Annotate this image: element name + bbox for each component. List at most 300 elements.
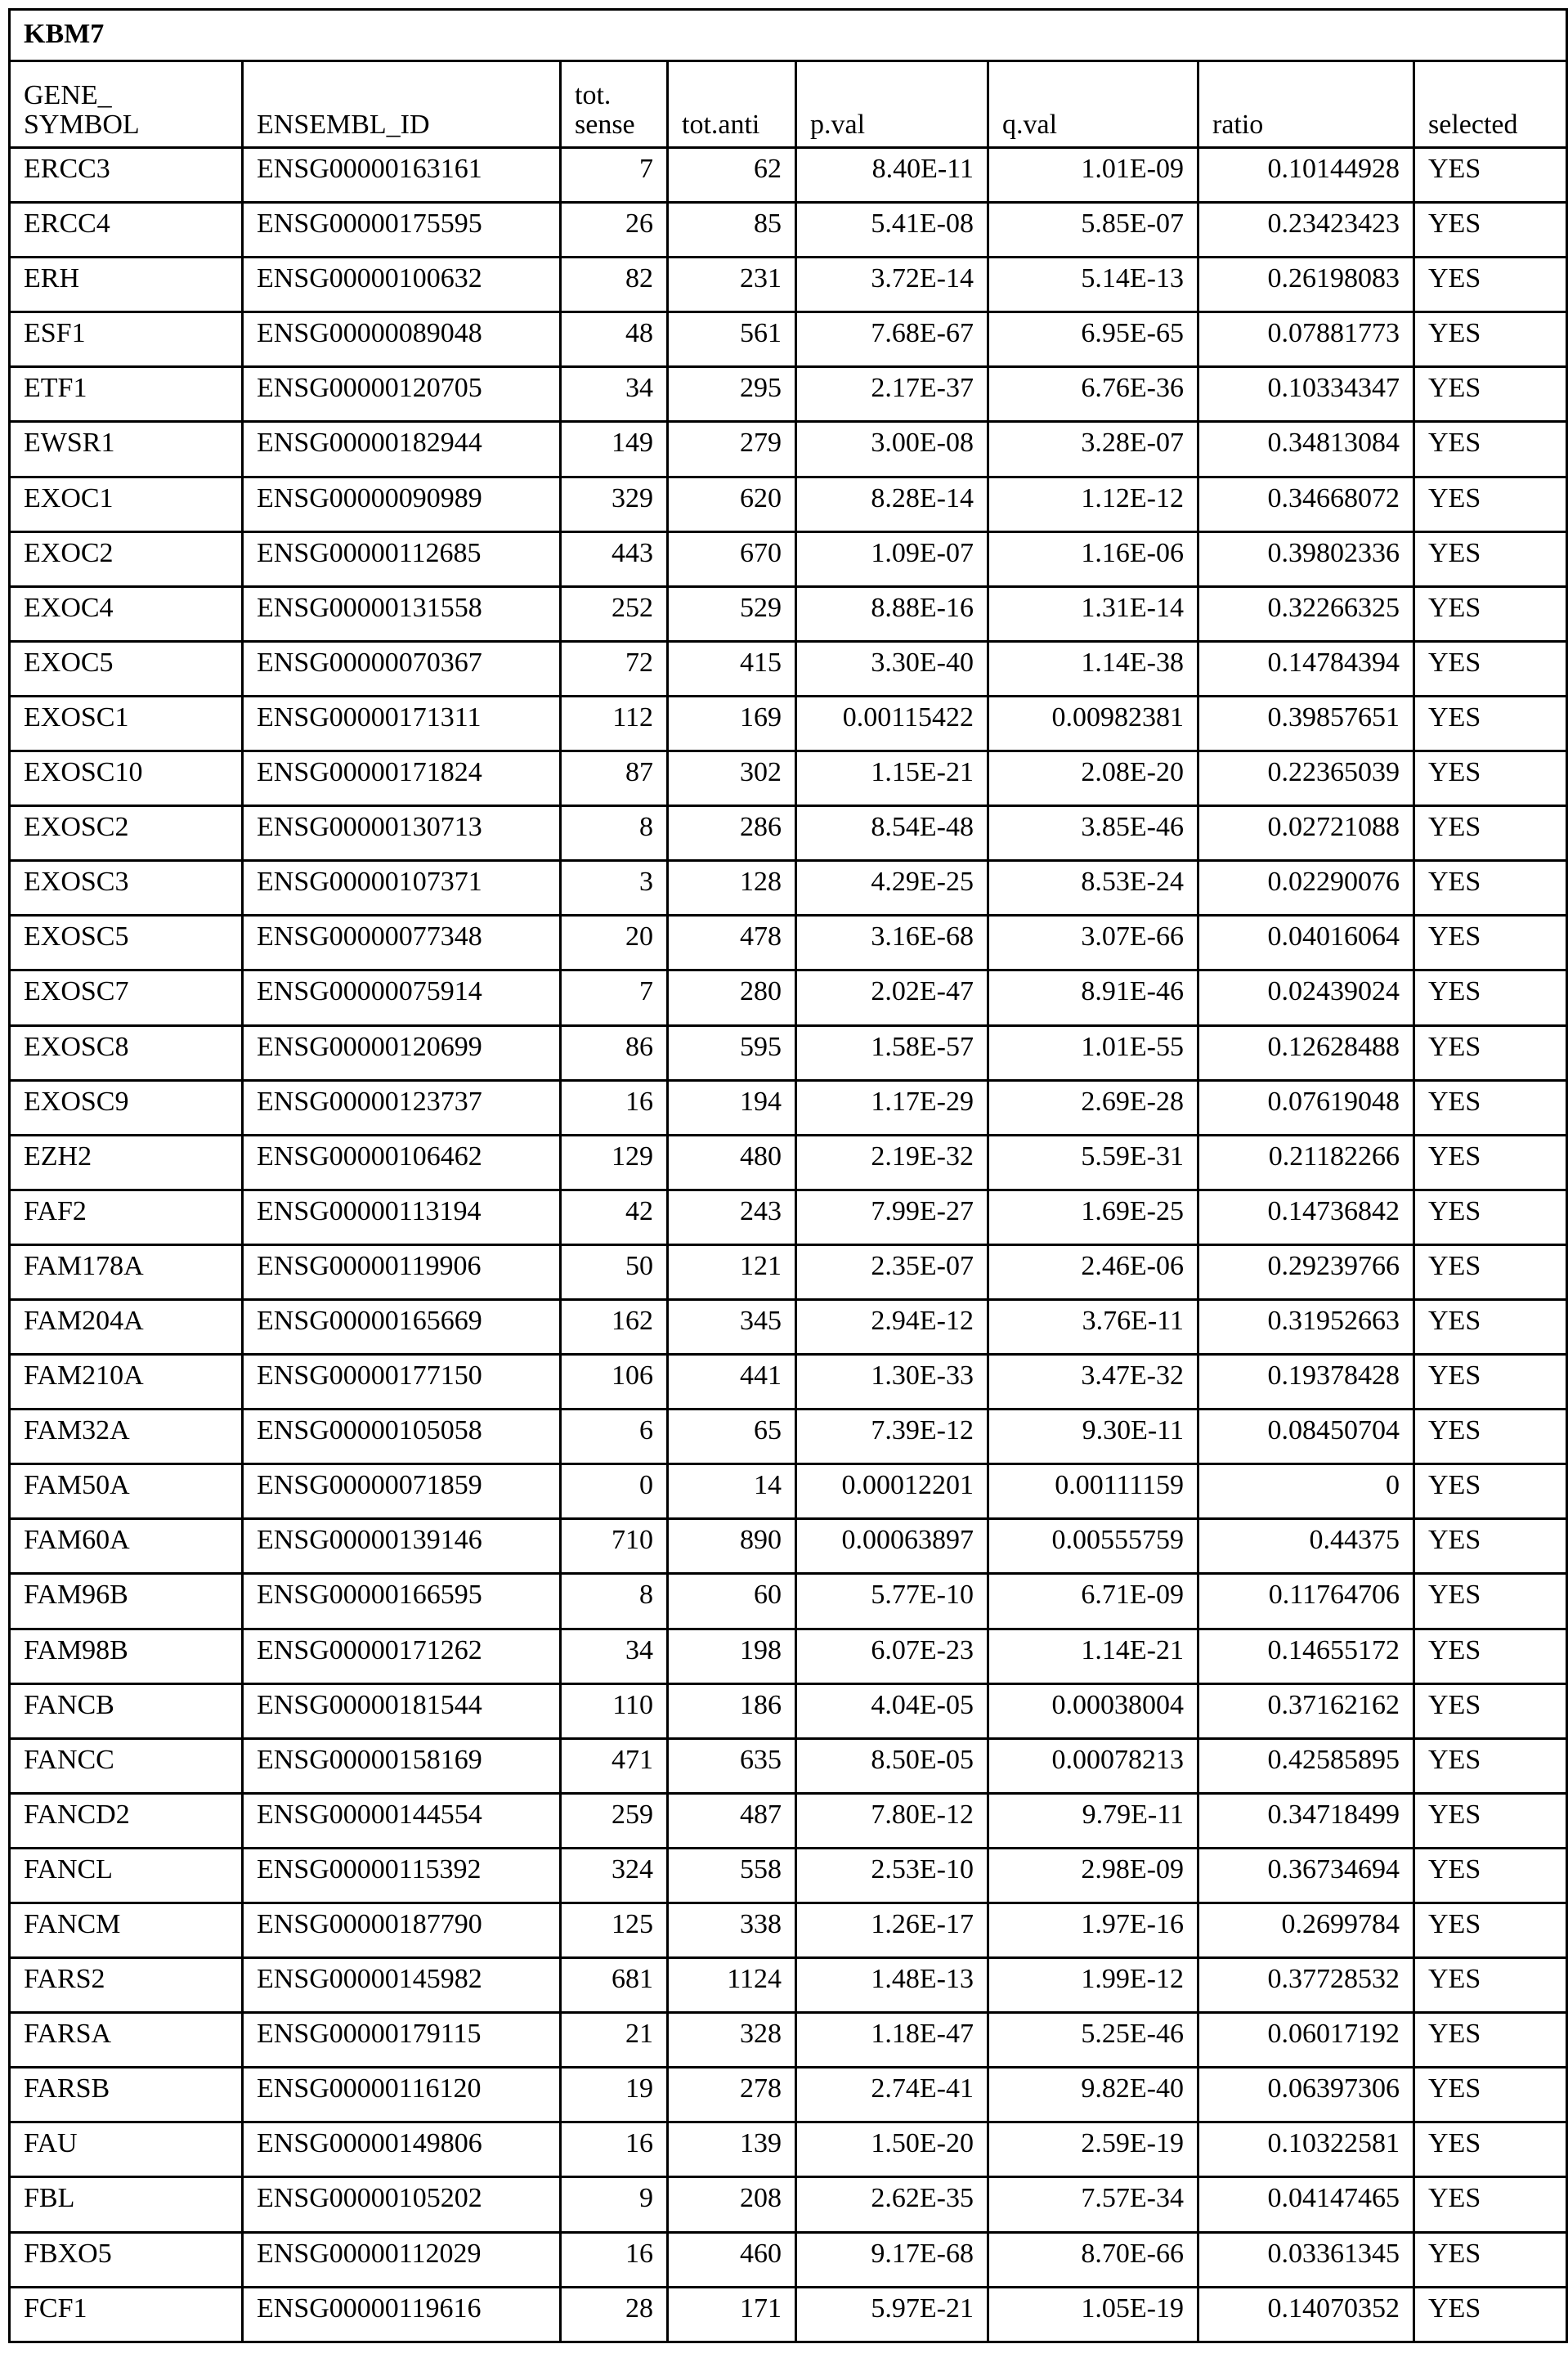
table-row (10, 367, 1567, 422)
table-row (10, 586, 1567, 641)
column-header-p-val (796, 61, 988, 148)
cell-gene-symbol: ERH (10, 258, 243, 312)
cell-tot-sense: 7 (561, 970, 668, 1025)
cell-ensembl-id: ENSG00000163161 (243, 148, 561, 203)
cell-p-val: 2.53E-10 (796, 1848, 988, 1903)
cell-tot-sense: 710 (561, 1519, 668, 1574)
cell-q-val: 0.00111159 (988, 1464, 1198, 1519)
cell-q-val: 9.30E-11 (988, 1410, 1198, 1464)
cell-q-val: 8.53E-24 (988, 861, 1198, 916)
cell-selected: YES (1414, 258, 1567, 312)
cell-selected: YES (1414, 477, 1567, 531)
cell-selected: YES (1414, 970, 1567, 1025)
cell-tot-anti: 198 (668, 1629, 796, 1683)
table-row (10, 806, 1567, 861)
cell-selected: YES (1414, 1793, 1567, 1848)
kbm7-gene-table (8, 8, 1568, 2343)
cell-tot-sense: 8 (561, 806, 668, 861)
cell-selected: YES (1414, 1410, 1567, 1464)
cell-tot-anti: 558 (668, 1848, 796, 1903)
cell-gene-symbol: FAM178A (10, 1244, 243, 1299)
cell-p-val: 8.28E-14 (796, 477, 988, 531)
cell-tot-sense: 16 (561, 2232, 668, 2287)
cell-tot-anti: 231 (668, 258, 796, 312)
cell-ensembl-id: ENSG00000130713 (243, 806, 561, 861)
cell-tot-sense: 34 (561, 367, 668, 422)
cell-p-val: 8.54E-48 (796, 806, 988, 861)
cell-ratio: 0.02721088 (1198, 806, 1414, 861)
cell-p-val: 1.30E-33 (796, 1355, 988, 1410)
cell-p-val: 3.72E-14 (796, 258, 988, 312)
cell-tot-anti: 890 (668, 1519, 796, 1574)
cell-q-val: 1.05E-19 (988, 2287, 1198, 2342)
cell-p-val: 7.99E-27 (796, 1190, 988, 1244)
cell-q-val: 1.99E-12 (988, 1958, 1198, 2013)
cell-ratio: 0.37728532 (1198, 1958, 1414, 2013)
table-title: KBM7 (10, 10, 1567, 61)
cell-gene-symbol: EXOSC2 (10, 806, 243, 861)
cell-p-val: 1.17E-29 (796, 1080, 988, 1135)
column-header-text: sense (575, 110, 635, 140)
table-row (10, 203, 1567, 258)
cell-q-val: 8.91E-46 (988, 970, 1198, 1025)
cell-p-val: 5.97E-21 (796, 2287, 988, 2342)
cell-selected: YES (1414, 696, 1567, 751)
cell-q-val: 1.14E-21 (988, 1629, 1198, 1683)
cell-gene-symbol: FAM98B (10, 1629, 243, 1683)
table-row (10, 258, 1567, 312)
cell-gene-symbol: FBXO5 (10, 2232, 243, 2287)
cell-selected: YES (1414, 1903, 1567, 1958)
cell-tot-anti: 85 (668, 203, 796, 258)
cell-ensembl-id: ENSG00000187790 (243, 1903, 561, 1958)
cell-gene-symbol: FAM204A (10, 1299, 243, 1354)
cell-q-val: 5.85E-07 (988, 203, 1198, 258)
cell-gene-symbol: FAM60A (10, 1519, 243, 1574)
cell-tot-anti: 121 (668, 1244, 796, 1299)
cell-selected: YES (1414, 1683, 1567, 1738)
cell-ensembl-id: ENSG00000181544 (243, 1683, 561, 1738)
cell-gene-symbol: FARSA (10, 2013, 243, 2068)
cell-tot-anti: 480 (668, 1135, 796, 1190)
cell-p-val: 4.29E-25 (796, 861, 988, 916)
cell-tot-sense: 72 (561, 641, 668, 696)
cell-selected: YES (1414, 1299, 1567, 1354)
cell-ratio: 0.06017192 (1198, 2013, 1414, 2068)
table-row (10, 916, 1567, 970)
cell-p-val: 5.77E-10 (796, 1574, 988, 1629)
column-header-q-val (988, 61, 1198, 148)
cell-ensembl-id: ENSG00000115392 (243, 1848, 561, 1903)
cell-p-val: 1.26E-17 (796, 1903, 988, 1958)
table-row (10, 2287, 1567, 2342)
table-row (10, 861, 1567, 916)
cell-ratio: 0.14784394 (1198, 641, 1414, 696)
cell-tot-sense: 324 (561, 1848, 668, 1903)
cell-selected: YES (1414, 2013, 1567, 2068)
cell-gene-symbol: FANCB (10, 1683, 243, 1738)
column-header-text: p.val (810, 110, 865, 140)
cell-tot-anti: 295 (668, 367, 796, 422)
cell-q-val: 1.14E-38 (988, 641, 1198, 696)
cell-p-val: 2.35E-07 (796, 1244, 988, 1299)
cell-ratio: 0.31952663 (1198, 1299, 1414, 1354)
table-row (10, 312, 1567, 367)
table-row (10, 2232, 1567, 2287)
column-header-gene-symbol (10, 61, 243, 148)
cell-ratio: 0.07619048 (1198, 1080, 1414, 1135)
cell-ensembl-id: ENSG00000105202 (243, 2177, 561, 2232)
cell-ratio: 0 (1198, 1464, 1414, 1519)
table-row (10, 1464, 1567, 1519)
table-row (10, 641, 1567, 696)
cell-p-val: 8.40E-11 (796, 148, 988, 203)
cell-p-val: 2.94E-12 (796, 1299, 988, 1354)
cell-ensembl-id: ENSG00000166595 (243, 1574, 561, 1629)
cell-selected: YES (1414, 1244, 1567, 1299)
cell-p-val: 0.00115422 (796, 696, 988, 751)
cell-p-val: 3.30E-40 (796, 641, 988, 696)
cell-ensembl-id: ENSG00000107371 (243, 861, 561, 916)
table-row (10, 2122, 1567, 2177)
cell-tot-anti: 60 (668, 1574, 796, 1629)
cell-ensembl-id: ENSG00000131558 (243, 586, 561, 641)
cell-selected: YES (1414, 203, 1567, 258)
cell-ratio: 0.42585895 (1198, 1738, 1414, 1793)
cell-ensembl-id: ENSG00000165669 (243, 1299, 561, 1354)
cell-ensembl-id: ENSG00000071859 (243, 1464, 561, 1519)
cell-ensembl-id: ENSG00000090989 (243, 477, 561, 531)
cell-p-val: 8.50E-05 (796, 1738, 988, 1793)
column-header-text: tot. (575, 80, 611, 110)
cell-ratio: 0.04016064 (1198, 916, 1414, 970)
table-row (10, 1519, 1567, 1574)
cell-ratio: 0.02439024 (1198, 970, 1414, 1025)
cell-q-val: 2.98E-09 (988, 1848, 1198, 1903)
cell-tot-anti: 1124 (668, 1958, 796, 2013)
cell-gene-symbol: FARS2 (10, 1958, 243, 2013)
cell-gene-symbol: FCF1 (10, 2287, 243, 2342)
cell-tot-anti: 328 (668, 2013, 796, 2068)
cell-ratio: 0.37162162 (1198, 1683, 1414, 1738)
cell-ensembl-id: ENSG00000144554 (243, 1793, 561, 1848)
cell-tot-sense: 6 (561, 1410, 668, 1464)
cell-gene-symbol: EXOC4 (10, 586, 243, 641)
cell-ensembl-id: ENSG00000175595 (243, 203, 561, 258)
cell-ratio: 0.07881773 (1198, 312, 1414, 367)
column-header-text: tot.anti (682, 110, 759, 140)
column-header-tot-sense (561, 61, 668, 148)
cell-gene-symbol: EXOSC5 (10, 916, 243, 970)
cell-p-val: 6.07E-23 (796, 1629, 988, 1683)
cell-gene-symbol: FANCM (10, 1903, 243, 1958)
cell-q-val: 1.69E-25 (988, 1190, 1198, 1244)
cell-p-val: 2.62E-35 (796, 2177, 988, 2232)
cell-selected: YES (1414, 531, 1567, 586)
cell-q-val: 2.59E-19 (988, 2122, 1198, 2177)
cell-ensembl-id: ENSG00000119616 (243, 2287, 561, 2342)
cell-q-val: 3.47E-32 (988, 1355, 1198, 1410)
cell-gene-symbol: FBL (10, 2177, 243, 2232)
cell-tot-sense: 8 (561, 1574, 668, 1629)
cell-q-val: 5.14E-13 (988, 258, 1198, 312)
cell-q-val: 1.01E-55 (988, 1025, 1198, 1080)
cell-ensembl-id: ENSG00000075914 (243, 970, 561, 1025)
cell-ensembl-id: ENSG00000158169 (243, 1738, 561, 1793)
column-header-text: ENSEMBL_ID (257, 110, 430, 140)
cell-q-val: 1.01E-09 (988, 148, 1198, 203)
cell-tot-sense: 20 (561, 916, 668, 970)
cell-tot-anti: 139 (668, 2122, 796, 2177)
cell-tot-sense: 16 (561, 2122, 668, 2177)
cell-q-val: 3.28E-07 (988, 422, 1198, 477)
cell-q-val: 1.16E-06 (988, 531, 1198, 586)
table-row (10, 970, 1567, 1025)
cell-tot-sense: 48 (561, 312, 668, 367)
cell-selected: YES (1414, 2232, 1567, 2287)
cell-selected: YES (1414, 422, 1567, 477)
cell-p-val: 8.88E-16 (796, 586, 988, 641)
cell-ensembl-id: ENSG00000112029 (243, 2232, 561, 2287)
cell-p-val: 2.74E-41 (796, 2068, 988, 2122)
cell-q-val: 2.08E-20 (988, 751, 1198, 806)
cell-tot-anti: 65 (668, 1410, 796, 1464)
cell-selected: YES (1414, 367, 1567, 422)
cell-q-val: 0.00982381 (988, 696, 1198, 751)
cell-ratio: 0.12628488 (1198, 1025, 1414, 1080)
cell-gene-symbol: EXOSC3 (10, 861, 243, 916)
cell-q-val: 3.76E-11 (988, 1299, 1198, 1354)
cell-p-val: 2.17E-37 (796, 367, 988, 422)
cell-selected: YES (1414, 148, 1567, 203)
table-row (10, 1574, 1567, 1629)
cell-p-val: 2.19E-32 (796, 1135, 988, 1190)
cell-selected: YES (1414, 2177, 1567, 2232)
cell-tot-anti: 14 (668, 1464, 796, 1519)
column-header-text: SYMBOL (24, 110, 140, 140)
cell-gene-symbol: EXOSC1 (10, 696, 243, 751)
table-row (10, 1080, 1567, 1135)
cell-ensembl-id: ENSG00000177150 (243, 1355, 561, 1410)
cell-tot-sense: 9 (561, 2177, 668, 2232)
cell-ensembl-id: ENSG00000106462 (243, 1135, 561, 1190)
cell-q-val: 0.00078213 (988, 1738, 1198, 1793)
table-row (10, 1848, 1567, 1903)
cell-ensembl-id: ENSG00000119906 (243, 1244, 561, 1299)
cell-gene-symbol: EXOSC8 (10, 1025, 243, 1080)
cell-gene-symbol: FANCD2 (10, 1793, 243, 1848)
table-row (10, 1793, 1567, 1848)
cell-gene-symbol: ERCC3 (10, 148, 243, 203)
cell-ensembl-id: ENSG00000145982 (243, 1958, 561, 2013)
cell-selected: YES (1414, 1738, 1567, 1793)
cell-ratio: 0.23423423 (1198, 203, 1414, 258)
table-row (10, 2013, 1567, 2068)
cell-ensembl-id: ENSG00000171824 (243, 751, 561, 806)
cell-tot-anti: 186 (668, 1683, 796, 1738)
cell-selected: YES (1414, 312, 1567, 367)
cell-tot-sense: 16 (561, 1080, 668, 1135)
cell-gene-symbol: EXOC5 (10, 641, 243, 696)
cell-p-val: 7.39E-12 (796, 1410, 988, 1464)
column-header-ensembl-id (243, 61, 561, 148)
cell-q-val: 5.59E-31 (988, 1135, 1198, 1190)
cell-tot-anti: 529 (668, 586, 796, 641)
cell-ratio: 0.2699784 (1198, 1903, 1414, 1958)
cell-ratio: 0.22365039 (1198, 751, 1414, 806)
cell-ratio: 0.44375 (1198, 1519, 1414, 1574)
column-header-selected (1414, 61, 1567, 148)
cell-tot-anti: 620 (668, 477, 796, 531)
cell-selected: YES (1414, 641, 1567, 696)
table-row (10, 1738, 1567, 1793)
table-row (10, 1903, 1567, 1958)
cell-ensembl-id: ENSG00000182944 (243, 422, 561, 477)
cell-p-val: 1.50E-20 (796, 2122, 988, 2177)
column-header-text: selected (1428, 110, 1518, 140)
cell-gene-symbol: EZH2 (10, 1135, 243, 1190)
cell-selected: YES (1414, 806, 1567, 861)
cell-tot-anti: 635 (668, 1738, 796, 1793)
cell-ratio: 0.21182266 (1198, 1135, 1414, 1190)
cell-selected: YES (1414, 1629, 1567, 1683)
cell-ratio: 0.14736842 (1198, 1190, 1414, 1244)
cell-tot-sense: 42 (561, 1190, 668, 1244)
cell-ensembl-id: ENSG00000171262 (243, 1629, 561, 1683)
cell-gene-symbol: EXOC1 (10, 477, 243, 531)
cell-tot-anti: 243 (668, 1190, 796, 1244)
cell-tot-anti: 460 (668, 2232, 796, 2287)
cell-selected: YES (1414, 1080, 1567, 1135)
cell-p-val: 1.18E-47 (796, 2013, 988, 2068)
table-body (10, 148, 1567, 2342)
cell-gene-symbol: FAM210A (10, 1355, 243, 1410)
cell-tot-sense: 21 (561, 2013, 668, 2068)
table-row (10, 751, 1567, 806)
cell-tot-sense: 329 (561, 477, 668, 531)
cell-tot-anti: 286 (668, 806, 796, 861)
cell-ensembl-id: ENSG00000112685 (243, 531, 561, 586)
cell-q-val: 3.07E-66 (988, 916, 1198, 970)
cell-ratio: 0.10322581 (1198, 2122, 1414, 2177)
cell-ratio: 0.34813084 (1198, 422, 1414, 477)
cell-ensembl-id: ENSG00000070367 (243, 641, 561, 696)
cell-ratio: 0.04147465 (1198, 2177, 1414, 2232)
cell-tot-anti: 487 (668, 1793, 796, 1848)
cell-q-val: 2.46E-06 (988, 1244, 1198, 1299)
cell-ratio: 0.14070352 (1198, 2287, 1414, 2342)
cell-tot-anti: 62 (668, 148, 796, 203)
cell-ratio: 0.10334347 (1198, 367, 1414, 422)
cell-ensembl-id: ENSG00000179115 (243, 2013, 561, 2068)
cell-selected: YES (1414, 1025, 1567, 1080)
cell-tot-sense: 125 (561, 1903, 668, 1958)
cell-tot-sense: 443 (561, 531, 668, 586)
cell-selected: YES (1414, 751, 1567, 806)
cell-tot-sense: 149 (561, 422, 668, 477)
cell-p-val: 7.80E-12 (796, 1793, 988, 1848)
cell-ratio: 0.39857651 (1198, 696, 1414, 751)
cell-gene-symbol: FAU (10, 2122, 243, 2177)
cell-p-val: 1.48E-13 (796, 1958, 988, 2013)
cell-tot-sense: 0 (561, 1464, 668, 1519)
cell-gene-symbol: EWSR1 (10, 422, 243, 477)
cell-ratio: 0.14655172 (1198, 1629, 1414, 1683)
cell-selected: YES (1414, 1958, 1567, 2013)
cell-tot-sense: 110 (561, 1683, 668, 1738)
cell-ratio: 0.10144928 (1198, 148, 1414, 203)
cell-tot-anti: 478 (668, 916, 796, 970)
cell-p-val: 0.00063897 (796, 1519, 988, 1574)
cell-ratio: 0.34668072 (1198, 477, 1414, 531)
cell-q-val: 1.12E-12 (988, 477, 1198, 531)
column-header-text: ratio (1212, 110, 1263, 140)
cell-p-val: 9.17E-68 (796, 2232, 988, 2287)
cell-q-val: 6.71E-09 (988, 1574, 1198, 1629)
cell-q-val: 2.69E-28 (988, 1080, 1198, 1135)
cell-ensembl-id: ENSG00000105058 (243, 1410, 561, 1464)
cell-gene-symbol: FAF2 (10, 1190, 243, 1244)
cell-tot-anti: 171 (668, 2287, 796, 2342)
cell-ratio: 0.19378428 (1198, 1355, 1414, 1410)
cell-q-val: 8.70E-66 (988, 2232, 1198, 2287)
cell-tot-sense: 28 (561, 2287, 668, 2342)
cell-gene-symbol: FAM96B (10, 1574, 243, 1629)
cell-tot-sense: 471 (561, 1738, 668, 1793)
table-row (10, 422, 1567, 477)
cell-selected: YES (1414, 861, 1567, 916)
cell-tot-sense: 87 (561, 751, 668, 806)
table-row (10, 1958, 1567, 2013)
cell-tot-anti: 128 (668, 861, 796, 916)
cell-tot-sense: 26 (561, 203, 668, 258)
cell-q-val: 9.82E-40 (988, 2068, 1198, 2122)
cell-tot-sense: 3 (561, 861, 668, 916)
cell-ensembl-id: ENSG00000113194 (243, 1190, 561, 1244)
cell-tot-anti: 345 (668, 1299, 796, 1354)
cell-ratio: 0.32266325 (1198, 586, 1414, 641)
cell-selected: YES (1414, 2068, 1567, 2122)
cell-tot-sense: 129 (561, 1135, 668, 1190)
table-row (10, 1244, 1567, 1299)
cell-ratio: 0.02290076 (1198, 861, 1414, 916)
cell-ratio: 0.26198083 (1198, 258, 1414, 312)
cell-tot-sense: 259 (561, 1793, 668, 1848)
cell-selected: YES (1414, 1848, 1567, 1903)
table-row (10, 1410, 1567, 1464)
cell-tot-anti: 302 (668, 751, 796, 806)
cell-gene-symbol: FAM50A (10, 1464, 243, 1519)
column-header-text: GENE_ (24, 80, 112, 110)
cell-q-val: 0.00038004 (988, 1683, 1198, 1738)
cell-selected: YES (1414, 1135, 1567, 1190)
cell-q-val: 0.00555759 (988, 1519, 1198, 1574)
cell-q-val: 6.76E-36 (988, 367, 1198, 422)
cell-tot-anti: 279 (668, 422, 796, 477)
cell-p-val: 7.68E-67 (796, 312, 988, 367)
cell-selected: YES (1414, 1464, 1567, 1519)
cell-gene-symbol: FANCC (10, 1738, 243, 1793)
cell-ensembl-id: ENSG00000116120 (243, 2068, 561, 2122)
cell-ratio: 0.39802336 (1198, 531, 1414, 586)
cell-tot-anti: 169 (668, 696, 796, 751)
table-row (10, 1135, 1567, 1190)
cell-selected: YES (1414, 1190, 1567, 1244)
table-row (10, 2068, 1567, 2122)
cell-ratio: 0.11764706 (1198, 1574, 1414, 1629)
cell-tot-anti: 338 (668, 1903, 796, 1958)
cell-q-val: 1.31E-14 (988, 586, 1198, 641)
